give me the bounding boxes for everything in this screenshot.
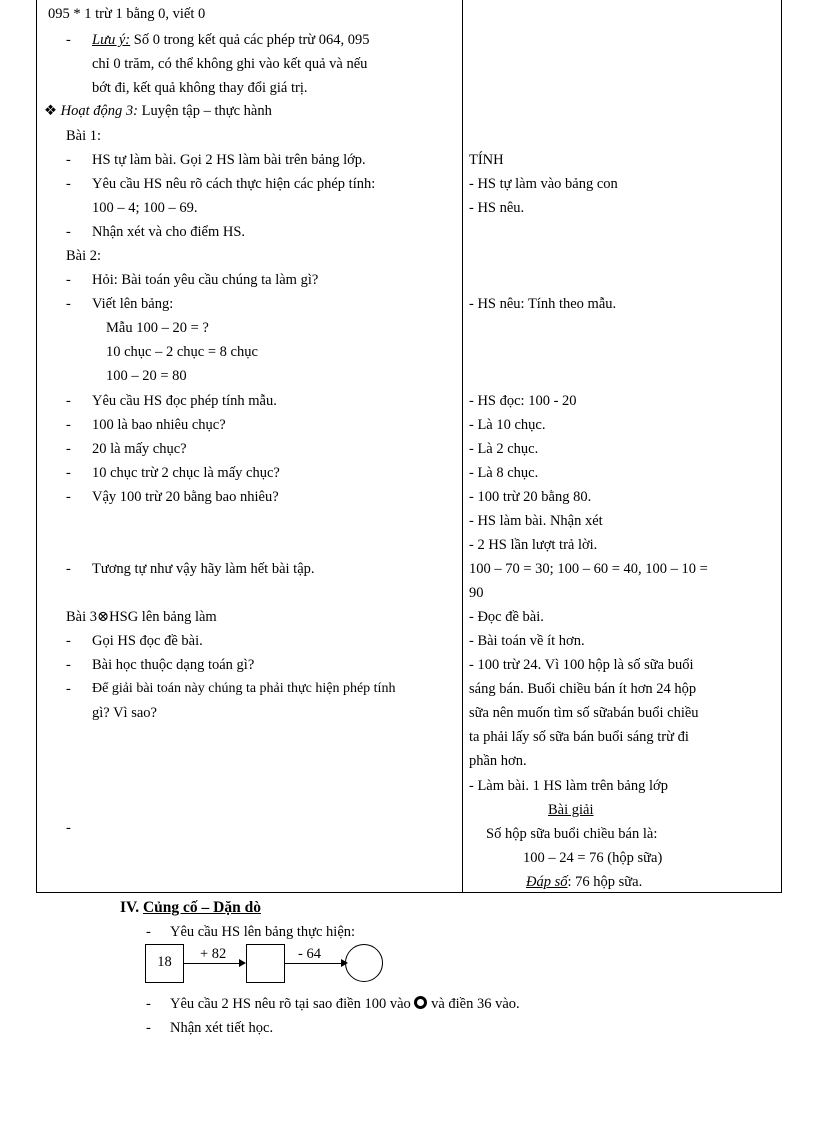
bullet-dash: - (66, 441, 71, 457)
right-line: - Là 10 chục. (469, 417, 546, 433)
left-line: 100 là bao nhiêu chục? (92, 417, 226, 433)
solution-heading: Bài giải (548, 802, 594, 818)
bullet-dash: - (66, 296, 71, 312)
result-circle (345, 944, 383, 982)
section-line: Yêu cầu HS lên bảng thực hiện: (170, 924, 356, 940)
right-line: - 100 trừ 24. Vì 100 hộp là số sữa buổi (469, 657, 694, 673)
section-title: Củng cố – Dặn dò (142, 899, 261, 916)
left-line: Vậy 100 trừ 20 bằng bao nhiêu? (92, 489, 279, 505)
note-line (92, 30, 370, 50)
left-line: Gọi HS đọc đề bài. (92, 633, 203, 649)
bullet-dash: - (66, 657, 71, 673)
right-line: - HS tự làm vào bảng con (469, 176, 618, 192)
bullet-dash: - (146, 1020, 151, 1036)
right-line: 90 (469, 585, 484, 601)
right-line: - HS làm bài. Nhận xét (469, 513, 603, 529)
answer-line (526, 872, 642, 892)
right-line: - HS nêu: Tính theo mẫu. (469, 296, 617, 312)
section-text: và điền 36 vào. (427, 996, 520, 1012)
note-text: Số 0 trong kết quả các phép trừ 064, 095 (130, 32, 370, 48)
right-line: - HS nêu. (469, 200, 525, 216)
left-line: 10 chục trừ 2 chục là mấy chục? (92, 465, 280, 481)
section-line (170, 994, 520, 1014)
left-line: Tương tự như vậy hãy làm hết bài tập. (92, 561, 315, 577)
section-line: Nhận xét tiết học. (170, 1020, 274, 1036)
left-line: Yêu cầu HS nêu rõ cách thực hiện các phép tính: (92, 176, 376, 192)
note-line: bớt đi, kết quả không thay đổi giá trị. (92, 80, 308, 96)
exercise-title: Bài 1: (66, 128, 102, 144)
bullet-dash: - (66, 681, 71, 697)
activity-label: Hoạt động 3: (60, 103, 138, 119)
exercise-title: Bài 2: (66, 248, 102, 264)
bullet-dash: - (146, 924, 151, 940)
left-line: Hỏi: Bài toán yêu cầu chúng ta làm gì? (92, 272, 319, 288)
operation-label: - 64 (298, 946, 321, 962)
bullet-dash: - (66, 224, 71, 240)
right-line: 100 – 24 = 76 (hộp sữa) (523, 850, 663, 866)
bullet-dash: - (66, 561, 71, 577)
activity-text: Luyện tập – thực hành (137, 103, 272, 119)
right-line: - 100 trừ 20 bằng 80. (469, 489, 592, 505)
right-line: phần hơn. (469, 753, 527, 769)
column-divider (462, 0, 463, 892)
left-line: Nhận xét và cho điểm HS. (92, 224, 246, 240)
left-line: 095 * 1 trừ 1 bằng 0, viết 0 (48, 6, 206, 22)
answer-text: : 76 hộp sữa. (567, 874, 643, 890)
left-line: 10 chục – 2 chục = 8 chục (106, 344, 258, 360)
right-line: - HS đọc: 100 - 20 (469, 393, 577, 409)
right-line: 100 – 70 = 30; 100 – 60 = 40, 100 – 10 = (469, 561, 708, 577)
right-line: sữa nên muốn tìm số sữabán buổi chiều (469, 705, 699, 721)
middle-box (246, 944, 285, 983)
bullet-dash: - (66, 152, 71, 168)
diamond-bullet-icon: ❖ (44, 103, 61, 119)
bullet-dash: - (66, 465, 71, 481)
note-label: Lưu ý: (92, 32, 131, 48)
left-line: HS tự làm bài. Gọi 2 HS làm bài trên bảng lớp. (92, 152, 366, 168)
right-line: - Là 8 chục. (469, 465, 539, 481)
operation-label: + 82 (200, 946, 227, 962)
left-line: Viết lên bảng: (92, 296, 174, 312)
start-box-value: 18 (157, 954, 172, 970)
right-line: - Đọc đề bài. (469, 609, 544, 625)
arrow-line (183, 963, 240, 964)
arrow-line (284, 963, 342, 964)
left-line: 20 là mấy chục? (92, 441, 187, 457)
bullet-dash: - (66, 176, 71, 192)
section-heading (120, 898, 261, 918)
filled-circle-icon (414, 996, 427, 1009)
left-line: Yêu cầu HS đọc phép tính mẫu. (92, 393, 277, 409)
right-line: TÍNH (469, 152, 504, 168)
arrow-right-icon (239, 959, 246, 967)
note-line: chỉ 0 trăm, có thể không ghi vào kết quả và nếu (92, 56, 368, 72)
bullet-dash: - (66, 272, 71, 288)
right-line: sáng bán. Buổi chiều bán ít hơn 24 hộp (469, 681, 697, 697)
left-line: gì? Vì sao? (92, 705, 157, 721)
bullet-dash: - (146, 996, 151, 1012)
activity-heading (44, 101, 272, 121)
left-line: Bài học thuộc dạng toán gì? (92, 657, 255, 673)
section-number: IV. (120, 899, 140, 916)
left-line: Mẫu 100 – 20 = ? (106, 320, 209, 336)
left-line: Để giải bài toán này chúng ta phải thực hiện phép tính (92, 681, 396, 696)
section-text: Yêu cầu 2 HS nêu rõ tại sao điền 100 vào (170, 996, 415, 1012)
left-line: 100 – 4; 100 – 69. (92, 200, 198, 216)
bullet-dash: - (66, 417, 71, 433)
bullet-dash: - (66, 32, 71, 48)
right-line: - Là 2 chục. (469, 441, 539, 457)
exercise-title: Bài 3⊗HSG lên bảng làm (66, 609, 217, 625)
right-line: - 2 HS lần lượt trả lời. (469, 537, 598, 553)
right-line: - Bài toán về ít hơn. (469, 633, 585, 649)
bullet-dash: - (66, 633, 71, 649)
bullet-dash: - (66, 489, 71, 505)
answer-label: Đáp số (526, 874, 568, 890)
right-line: - Làm bài. 1 HS làm trên bảng lớp (469, 778, 668, 794)
bullet-dash: - (66, 820, 71, 836)
right-line: Số hộp sữa buổi chiều bán là: (486, 826, 658, 842)
right-line: ta phải lấy số sữa bán buổi sáng trừ đi (469, 729, 689, 745)
left-line: 100 – 20 = 80 (106, 368, 187, 384)
bullet-dash: - (66, 393, 71, 409)
